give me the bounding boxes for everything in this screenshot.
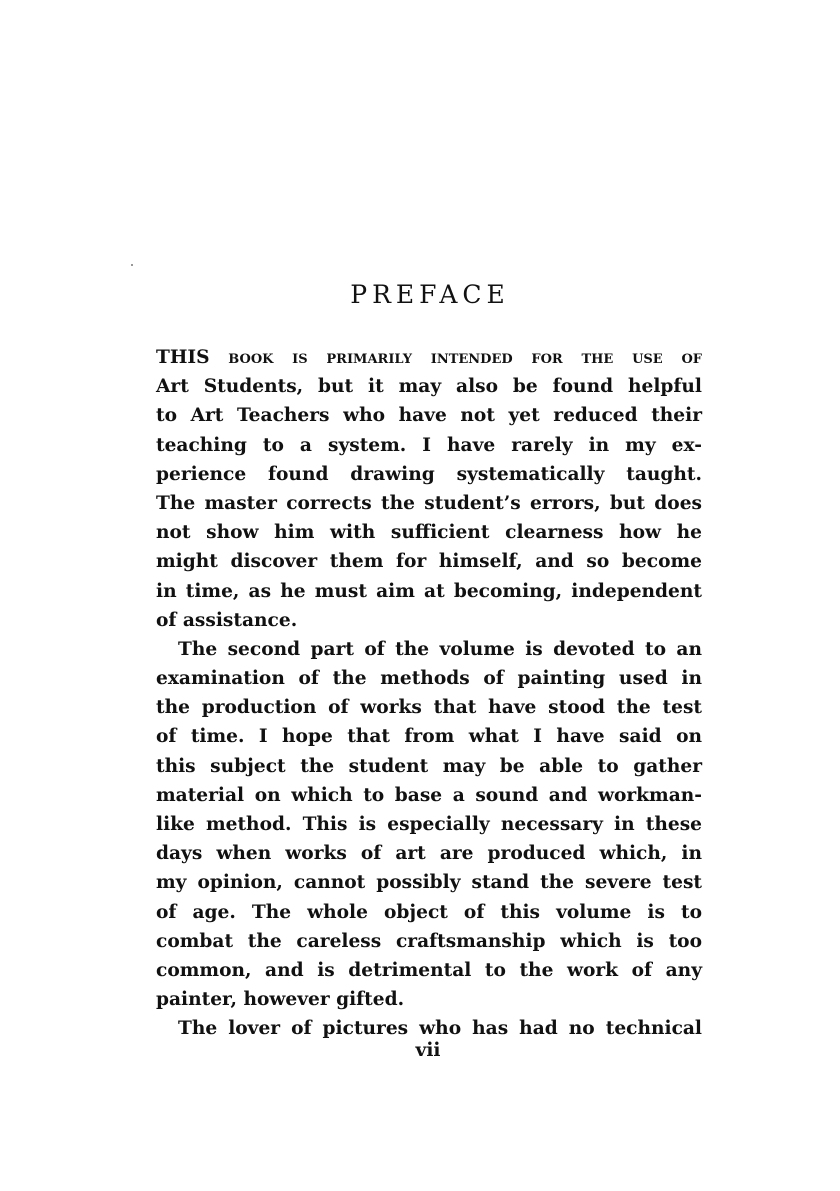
- text-line: my opinion, cannot possibly stand the severe test: [156, 872, 702, 894]
- text-line: The lover of pictures who has had no technical: [178, 1018, 702, 1040]
- page-number: vii: [415, 1040, 441, 1061]
- text-line: this subject the student may be able to gather: [156, 755, 702, 777]
- text-line: THIS book is primarily intended for the use of: [156, 347, 702, 368]
- text-line: days when works of art are produced which, in: [156, 843, 702, 865]
- text-line: teaching to a system. I have rarely in my ex-: [156, 434, 702, 456]
- text-line: perience found drawing systematically taught.: [156, 463, 702, 485]
- text-line: of age. The whole object of this volume is to: [156, 901, 702, 923]
- text-line: like method. This is especially necessary in these: [156, 814, 702, 835]
- preface-text: [156, 343, 702, 1044]
- text-line: material on which to base a sound and workman-: [156, 784, 702, 806]
- scan-speck: [131, 264, 133, 266]
- text-line: to Art Teachers who have not yet reduced their: [156, 405, 702, 427]
- text-line: examination of the methods of painting used in: [156, 668, 702, 690]
- text-line: The master corrects the student’s errors, but does: [156, 492, 702, 514]
- text-line: the production of works that have stood the test: [156, 697, 702, 719]
- text-line: might discover them for himself, and so become: [156, 551, 702, 573]
- text-line: not show him with sufficient clearness how he: [156, 522, 702, 544]
- text-line: in time, as he must aim at becoming, independent: [156, 580, 702, 602]
- text-line: combat the careless craftsmanship which is too: [156, 930, 702, 952]
- text-line: The second part of the volume is devoted to an: [178, 638, 702, 660]
- page-title: PREFACE: [350, 280, 510, 309]
- text-line: Art Students, but it may also be found helpful: [156, 376, 702, 398]
- text-line: of time. I hope that from what I have said on: [156, 726, 702, 748]
- text-line: of assistance.: [156, 609, 298, 631]
- text-line: painter, however gifted.: [156, 989, 405, 1011]
- text-line: common, and is detrimental to the work of any: [156, 959, 702, 981]
